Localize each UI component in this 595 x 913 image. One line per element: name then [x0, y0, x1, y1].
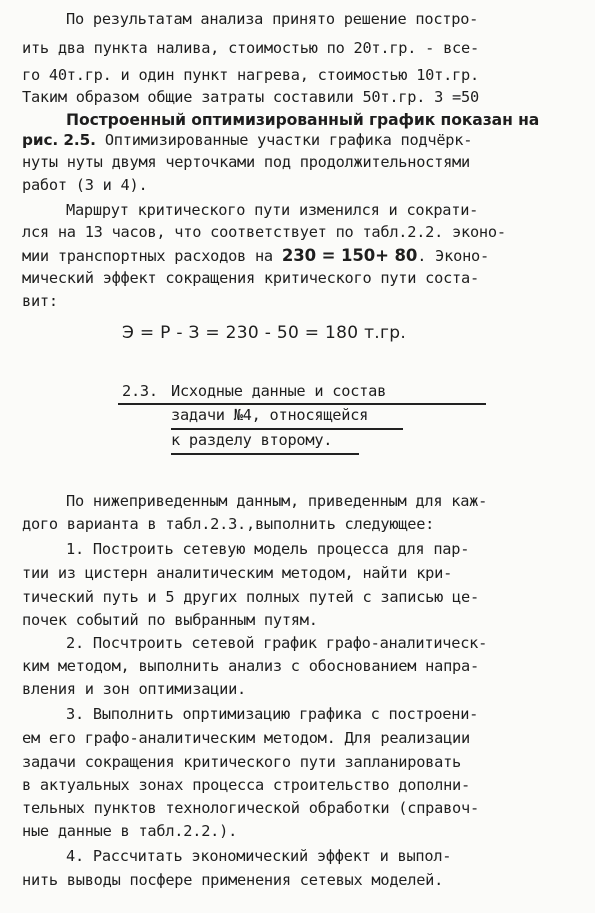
para3-line-3-c: . Эконо-: [417, 247, 489, 265]
item-1-line-3: тический путь и 5 других полных путей с записью це-: [22, 588, 479, 606]
section-underline-2: [171, 428, 403, 430]
item-4-line-2: нить выводы посфере применения сетевых моделей.: [22, 871, 444, 889]
item-3-line-1: 3. Выполнить опртимизацию графика с построени-: [66, 705, 479, 723]
item-3-line-2: ем его графо-аналитическим методом. Для реализации: [22, 729, 470, 747]
economic-effect-formula: Э = Р - З = 230 - 50 = 180 т.гр.: [122, 323, 407, 343]
section-title-line-1: Исходные данные и состав: [171, 382, 387, 400]
para1-line-1: По результатам анализа принято решение постро-: [66, 10, 479, 28]
para3-line-4: мический эффект сокращения критического пути соста-: [22, 269, 479, 287]
para3-line-3: [22, 246, 489, 266]
item-1-line-2: тии из цистерн аналитическим методом, найти кри-: [22, 564, 453, 582]
para1-line-3: го 40т.гр. и один пункт нагрева, стоимостью 10т.гр.: [22, 66, 479, 84]
para2-line-2: [22, 131, 472, 150]
para3-line-1: Маршрут критического пути изменился и сократи-: [66, 201, 479, 219]
section-title-line-2: задачи №4, относящейся: [171, 406, 369, 424]
figure-reference: рис. 2.5.: [22, 131, 96, 149]
item-3-line-6: ные данные в табл.2.2.).: [22, 822, 238, 840]
para2-line-3: нуты нуты двумя черточками под продолжительностями: [22, 153, 470, 171]
para2-bold-line: Построенный оптимизированный график показан на: [66, 111, 540, 129]
item-2-line-1: 2. Посчтроить сетевой график графо-аналитическ-: [66, 634, 488, 652]
item-1-line-4: почек событий по выбранным путям.: [22, 611, 318, 629]
section-title-line-3: к разделу второму.: [171, 431, 333, 449]
para3-line-5: вит:: [22, 292, 58, 310]
savings-equation: 230 = 150+ 80: [281, 246, 418, 265]
para3-line-2: лся на 13 часов, что соответствует по табл.2.2. эконо-: [22, 223, 506, 241]
item-2-line-3: вления и зон оптимизации.: [22, 680, 246, 698]
para2-line-4: работ (3 и 4).: [22, 176, 148, 194]
task-intro-line-1: По нижеприведенным данным, приведенным для каж-: [66, 492, 488, 510]
section-underline-1: [118, 403, 486, 405]
item-2-line-2: ким методом, выполнить анализ с обоснованием напра-: [22, 657, 479, 675]
section-number: 2.3.: [122, 382, 158, 400]
para1-line-2: ить два пункта налива, стоимостью по 20т.гр. - все-: [22, 39, 479, 57]
item-3-line-5: тельных пунктов технологической обработки (справоч-: [22, 799, 479, 817]
item-3-line-3: задачи сокращения критического пути запланировать: [22, 753, 462, 771]
item-3-line-4: в актуальных зонах процесса строительство дополни-: [22, 776, 470, 794]
task-intro-line-2: дого варианта в табл.2.3.,выполнить следующее:: [22, 515, 435, 533]
para2-line-2-text: Оптимизированные участки графика подчёрк-: [95, 131, 473, 149]
para3-line-3-a: мии транспортных расходов на: [22, 247, 282, 265]
item-1-line-1: 1. Построить сетевую модель процесса для пар-: [66, 540, 470, 558]
item-4-line-1: 4. Рассчитать экономический эффект и выпол-: [66, 847, 452, 865]
para1-line-4: Таким образом общие затраты составили 50т.гр. 3 =50: [22, 88, 479, 106]
section-underline-3: [171, 453, 359, 455]
